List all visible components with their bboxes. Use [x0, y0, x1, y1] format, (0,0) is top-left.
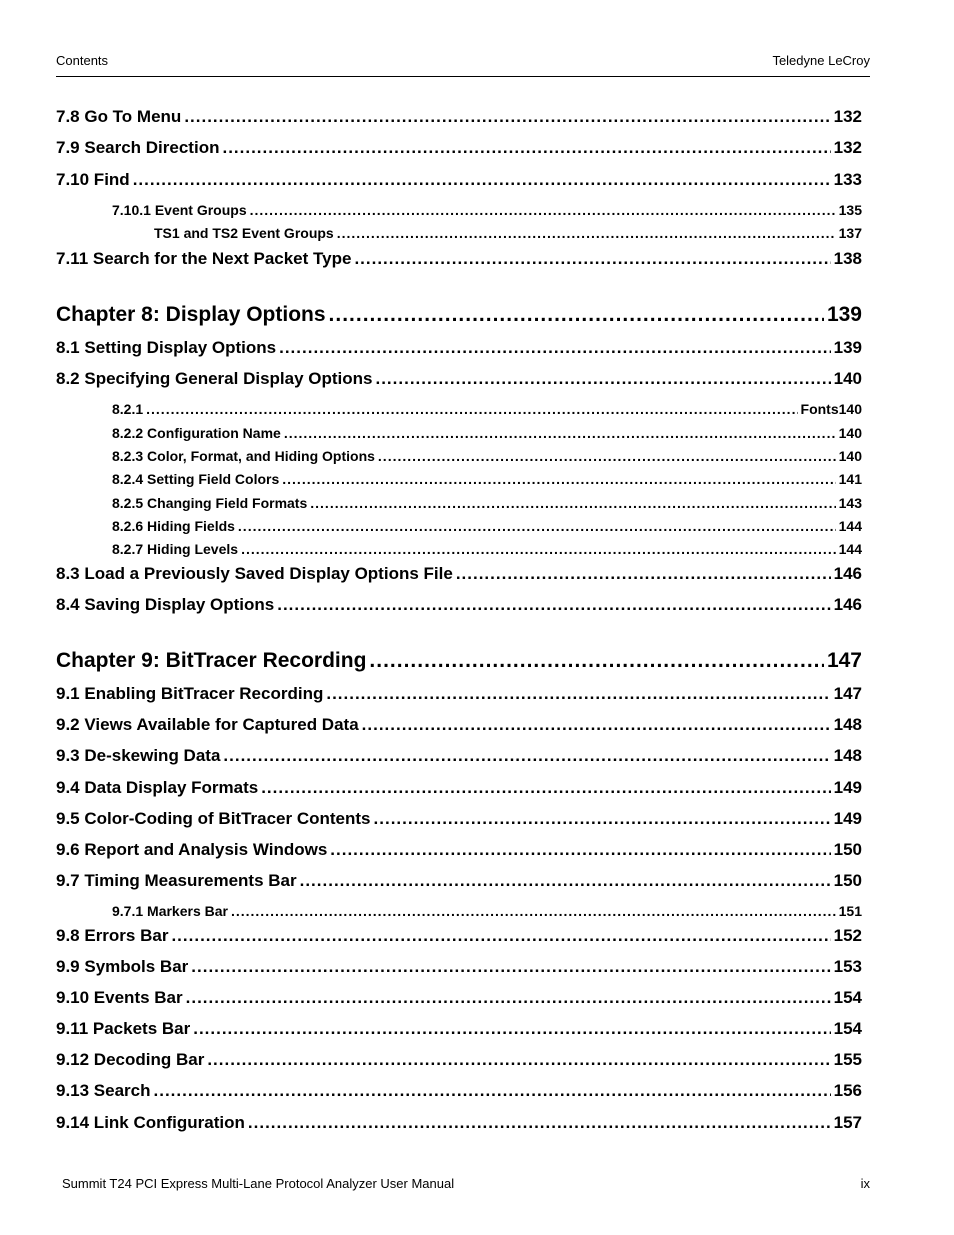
toc-entry[interactable]: [56, 595, 862, 615]
toc-entry-title: Chapter 9: BitTracer Recording: [56, 649, 367, 672]
toc-entry[interactable]: [112, 541, 862, 557]
toc-entry-page: 150: [833, 871, 862, 890]
toc-entry[interactable]: [112, 202, 862, 218]
toc-leader-dots: [250, 202, 836, 218]
footer-manual-title: Summit T24 PCI Express Multi-Lane Protocol Analyzer User Manual: [62, 1176, 455, 1191]
header-company-name: Teledyne LeCroy: [772, 53, 870, 68]
toc-entry-page: 146: [833, 595, 862, 614]
toc-entry-title: 7.10 Find: [56, 170, 130, 189]
toc-leader-dots: [238, 518, 836, 534]
toc-entry-page: 148: [833, 715, 862, 734]
toc-entry-page: 132: [833, 138, 862, 157]
toc-entry[interactable]: [56, 957, 862, 977]
toc-leader-dots: [191, 957, 830, 977]
toc-entry-title: 7.10.1 Event Groups: [112, 202, 247, 218]
toc-leader-dots: [207, 1050, 830, 1070]
toc-entry[interactable]: [112, 471, 862, 487]
toc-entry-page: 147: [833, 684, 862, 703]
toc-entry-title: 9.13 Search: [56, 1081, 151, 1100]
toc-entry[interactable]: [112, 518, 862, 534]
toc-leader-dots: [186, 988, 831, 1008]
toc-entry-page: 157: [833, 1113, 862, 1132]
toc-entry-title: TS1 and TS2 Event Groups: [154, 225, 334, 241]
toc-leader-dots: [326, 684, 830, 704]
toc-entry-title: 7.8 Go To Menu: [56, 107, 182, 126]
toc-entry-page: 153: [833, 957, 862, 976]
toc-entry-page: 138: [833, 249, 862, 268]
toc-entry[interactable]: [112, 903, 862, 919]
toc-leader-dots: [133, 170, 831, 190]
toc-entry[interactable]: [56, 107, 862, 127]
toc-entry-page: 139: [826, 303, 862, 326]
toc-leader-dots: [193, 1019, 830, 1039]
toc-leader-dots: [282, 471, 835, 487]
toc-entry-page: 155: [833, 1050, 862, 1069]
toc-entry[interactable]: [56, 249, 862, 269]
toc-leader-dots: [241, 541, 836, 557]
toc-entry[interactable]: [56, 715, 862, 735]
toc-entry[interactable]: [56, 338, 862, 358]
toc-entry-page: 140: [838, 425, 862, 441]
toc-entry-title: 9.7 Timing Measurements Bar: [56, 871, 297, 890]
toc-entry-page: Fonts140: [800, 401, 862, 417]
toc-entry-title: 9.10 Events Bar: [56, 988, 183, 1007]
toc-entry[interactable]: [56, 170, 862, 190]
toc-entry-page: 152: [833, 926, 862, 945]
toc-entry-title: 8.2.6 Hiding Fields: [112, 518, 235, 534]
toc-entry-title: 8.2 Specifying General Display Options: [56, 369, 373, 388]
toc-entry[interactable]: [56, 369, 862, 389]
toc-leader-dots: [146, 401, 797, 417]
toc-entry-title: 8.3 Load a Previously Saved Display Options File: [56, 564, 453, 583]
toc-leader-dots: [354, 249, 830, 269]
toc-entry[interactable]: [56, 1081, 862, 1101]
toc-entry-title: 9.2 Views Available for Captured Data: [56, 715, 359, 734]
toc-entry-page: 149: [833, 778, 862, 797]
toc-entry-title: 9.8 Errors Bar: [56, 926, 169, 945]
toc-entry-title: 9.3 De-skewing Data: [56, 746, 221, 765]
toc-leader-dots: [310, 495, 835, 511]
toc-leader-dots: [231, 903, 836, 919]
toc-leader-dots: [330, 840, 830, 860]
toc-entry-title: 9.1 Enabling BitTracer Recording: [56, 684, 324, 703]
toc-leader-dots: [261, 778, 830, 798]
toc-chapter-entry[interactable]: [56, 303, 862, 327]
toc-entry[interactable]: [56, 1050, 862, 1070]
toc-entry-page: 154: [833, 988, 862, 1007]
toc-leader-dots: [362, 715, 831, 735]
toc-entry-title: 8.2.4 Setting Field Colors: [112, 471, 280, 487]
toc-leader-dots: [279, 338, 831, 358]
toc-entry-page: 137: [838, 225, 862, 241]
toc-entry-page: 156: [833, 1081, 862, 1100]
toc-entry[interactable]: [56, 809, 862, 829]
toc-entry[interactable]: [56, 778, 862, 798]
toc-entry[interactable]: [56, 564, 862, 584]
toc-entry-page: 144: [838, 518, 862, 534]
toc-entry[interactable]: [112, 401, 862, 417]
toc-leader-dots: [248, 1113, 831, 1133]
toc-entry[interactable]: [56, 684, 862, 704]
toc-entry-title: 8.2.3 Color, Format, and Hiding Options: [112, 448, 375, 464]
toc-entry-page: 149: [833, 809, 862, 828]
toc-entry-page: 132: [833, 107, 862, 126]
toc-leader-dots: [154, 1081, 831, 1101]
toc-entry[interactable]: [56, 871, 862, 891]
toc-entry-title: 8.1 Setting Display Options: [56, 338, 277, 357]
footer-page-number: ix: [860, 1176, 870, 1191]
toc-entry-page: 140: [838, 448, 862, 464]
toc-entry-page: 147: [826, 649, 862, 672]
toc-entry[interactable]: [56, 988, 862, 1008]
toc-entry-title: 8.2.2 Configuration Name: [112, 425, 281, 441]
toc-entry-title: 9.12 Decoding Bar: [56, 1050, 205, 1069]
toc-entry-title: 7.9 Search Direction: [56, 138, 220, 157]
toc-leader-dots: [329, 303, 824, 327]
toc-leader-dots: [374, 809, 831, 829]
toc-leader-dots: [337, 225, 836, 241]
toc-entry-title: 8.4 Saving Display Options: [56, 595, 275, 614]
toc-leader-dots: [369, 649, 824, 673]
toc-entry[interactable]: [112, 448, 862, 464]
toc-leader-dots: [223, 746, 830, 766]
header-section-label: Contents: [56, 53, 109, 68]
toc-entry-title: 9.11 Packets Bar: [56, 1019, 191, 1038]
toc-entry-title: 9.9 Symbols Bar: [56, 957, 189, 976]
toc-leader-dots: [300, 871, 831, 891]
toc-entry-title: 9.6 Report and Analysis Windows: [56, 840, 328, 859]
toc-entry[interactable]: [56, 746, 862, 766]
toc-entry-page: 154: [833, 1019, 862, 1038]
toc-entry-title: 8.2.1: [112, 401, 144, 417]
toc-entry-page: 148: [833, 746, 862, 765]
toc-entry-page: 140: [833, 369, 862, 388]
toc-entry[interactable]: [56, 840, 862, 860]
toc-leader-dots: [375, 369, 830, 389]
toc-leader-dots: [284, 425, 836, 441]
toc-entry[interactable]: [56, 1113, 862, 1133]
toc-chapter-entry[interactable]: [56, 649, 862, 673]
toc-leader-dots: [171, 926, 830, 946]
toc-leader-dots: [222, 138, 830, 158]
toc-entry-title: 8.2.7 Hiding Levels: [112, 541, 239, 557]
toc-leader-dots: [378, 448, 836, 464]
toc-entry[interactable]: [56, 1019, 862, 1039]
toc-leader-dots: [456, 564, 831, 584]
toc-entry-page: 143: [838, 495, 862, 511]
toc-entry-title: 9.5 Color-Coding of BitTracer Contents: [56, 809, 371, 828]
toc-entry-page: 146: [833, 564, 862, 583]
toc-entry-title: Chapter 8: Display Options: [56, 303, 326, 326]
toc-entry-title: 8.2.5 Changing Field Formats: [112, 495, 308, 511]
toc-entry-page: 133: [833, 170, 862, 189]
toc-entry-page: 151: [838, 903, 862, 919]
toc-entry-title: 9.4 Data Display Formats: [56, 778, 259, 797]
toc-leader-dots: [277, 595, 830, 615]
toc-entry-title: 9.14 Link Configuration: [56, 1113, 245, 1132]
toc-entry-page: 150: [833, 840, 862, 859]
toc-entry[interactable]: [154, 225, 862, 241]
toc-entry[interactable]: [112, 495, 862, 511]
toc-entry[interactable]: [56, 138, 862, 158]
toc-entry-title: 9.7.1 Markers Bar: [112, 903, 228, 919]
toc-entry-page: 144: [838, 541, 862, 557]
toc-entry-page: 139: [833, 338, 862, 357]
toc-entry-page: 135: [838, 202, 862, 218]
toc-entry-title: 7.11 Search for the Next Packet Type: [56, 249, 352, 268]
toc-entry[interactable]: [56, 926, 862, 946]
toc-leader-dots: [184, 107, 830, 127]
toc-entry[interactable]: [112, 425, 862, 441]
toc-entry-page: 141: [838, 471, 862, 487]
